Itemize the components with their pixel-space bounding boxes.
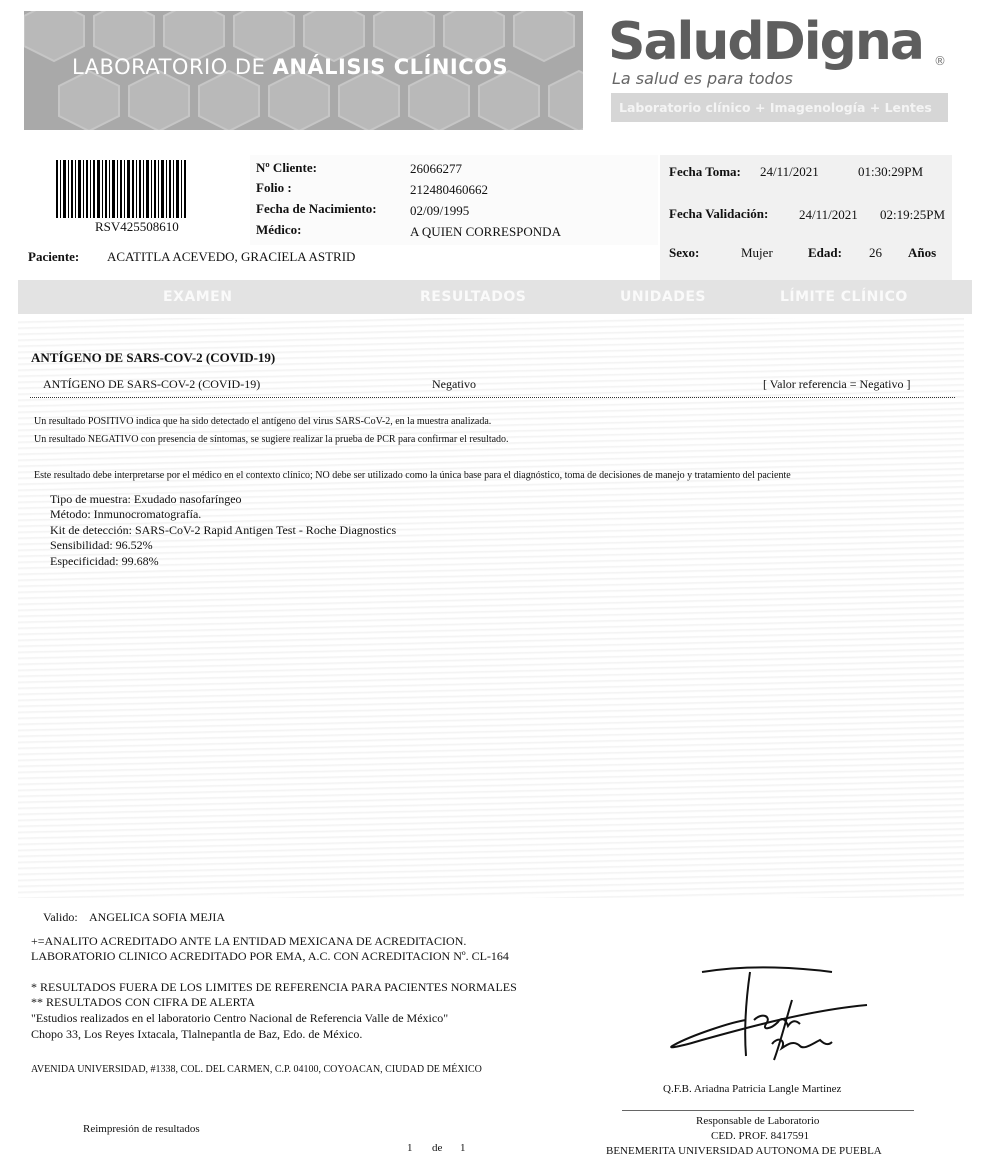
reprint-note: Reimpresión de resultados: [83, 1123, 200, 1135]
paciente-value: ACATITLA ACEVEDO, GRACIELA ASTRID: [107, 249, 356, 264]
edad-label: Edad:: [808, 245, 842, 260]
test-name: ANTÍGENO DE SARS-COV-2 (COVID-19): [43, 377, 261, 391]
disclaimer: Este resultado debe interpretarse por el médico en el contexto clínico; NO debe ser utilizado como la única base para el diagnóstico, toma de decisiones de manejo y tratamiento del paciente: [34, 470, 791, 481]
results-background: [18, 318, 964, 898]
fecha-validacion-time: 02:19:25PM: [880, 207, 946, 222]
sexo-value: Mujer: [741, 245, 773, 260]
registered-mark: ®: [934, 54, 946, 68]
legend-line-1: * RESULTADOS FUERA DE LOS LIMITES DE REFERENCIA PARA PACIENTES NORMALES: [31, 980, 517, 994]
sexo-label: Sexo:: [669, 245, 700, 260]
medico-value: A QUIEN CORRESPONDA: [410, 224, 561, 239]
accreditation-line-1: +=ANALITO ACREDITADO ANTE LA ENTIDAD MEXICANA DE ACREDITACION.: [31, 934, 467, 948]
header-limite-clinico: LÍMITE CLÍNICO: [780, 289, 908, 305]
logo-name: SaludDigna: [608, 12, 923, 72]
logo-tagline: La salud es para todos: [612, 69, 793, 88]
header-resultados: RESULTADOS: [420, 289, 527, 305]
edad-value: 26: [869, 245, 882, 260]
page-current: 1: [407, 1142, 413, 1154]
nacimiento-value: 02/09/1995: [410, 203, 470, 218]
page-total: 1: [460, 1142, 466, 1154]
fecha-toma-date: 24/11/2021: [760, 164, 819, 179]
lab-line-2: Chopo 33, Los Reyes Ixtacala, Tlalnepantla de Baz, Edo. de México.: [31, 1027, 363, 1041]
logo-services-bar: Laboratorio clínico + Imagenología + Lentes: [611, 93, 948, 122]
section-title: ANTÍGENO DE SARS-COV-2 (COVID-19): [31, 350, 276, 365]
barcode-number: RSV425508610: [95, 219, 179, 234]
detail-tipo-muestra: Tipo de muestra: Exudado nasofaríngeo: [50, 492, 242, 506]
nacimiento-label: Fecha de Nacimiento:: [256, 201, 377, 216]
detail-metodo: Método: Inmunocromatografía.: [50, 507, 202, 521]
folio-value: 212480460662: [410, 182, 488, 197]
fecha-validacion-label: Fecha Validación:: [669, 206, 769, 221]
test-result: Negativo: [432, 377, 476, 391]
header-banner: [24, 11, 583, 130]
detail-sensibilidad: Sensibilidad: 96.52%: [50, 538, 153, 552]
accreditation-line-2: LABORATORIO CLINICO ACREDITADO POR EMA, A.C. CON ACREDITACION Nº. CL-164: [31, 949, 509, 963]
note-negative: Un resultado NEGATIVO con presencia de síntomas, se sugiere realizar la prueba de PCR para confirmar el resultado.: [34, 434, 509, 445]
medico-label: Médico:: [256, 222, 302, 237]
folio-label: Folio :: [256, 180, 292, 195]
signature-icon: [662, 960, 902, 1075]
page-of: de: [432, 1142, 443, 1154]
legend-line-2: ** RESULTADOS CON CIFRA DE ALERTA: [31, 995, 255, 1009]
test-reference: [ Valor referencia = Negativo ]: [763, 377, 911, 391]
cliente-label: Nº Cliente:: [256, 160, 317, 175]
results-table-header: [18, 280, 972, 314]
signer-role: Responsable de Laboratorio: [696, 1115, 820, 1127]
fecha-validacion-date: 24/11/2021: [799, 207, 858, 222]
fecha-toma-label: Fecha Toma:: [669, 164, 741, 179]
lab-address: AVENIDA UNIVERSIDAD, #1338, COL. DEL CARMEN, C.P. 04100, COYOACAN, CIUDAD DE MÉXICO: [31, 1064, 482, 1075]
header-examen: EXAMEN: [163, 289, 233, 305]
paciente-label: Paciente:: [28, 249, 80, 264]
banner-title: LABORATORIO DE ANÁLISIS CLÍNICOS: [72, 55, 509, 79]
fecha-toma-time: 01:30:29PM: [858, 164, 924, 179]
signature-line: [622, 1110, 914, 1111]
note-positive: Un resultado POSITIVO indica que ha sido detectado el antígeno del virus SARS-CoV-2, en la muestra analizada.: [34, 416, 492, 427]
lab-line-1: "Estudios realizados en el laboratorio Centro Nacional de Referencia Valle de México": [31, 1011, 449, 1025]
valido-value: ANGELICA SOFIA MEJIA: [89, 910, 226, 924]
signer-university: BENEMERITA UNIVERSIDAD AUTONOMA DE PUEBLA: [606, 1145, 882, 1157]
dotted-divider: [30, 397, 955, 398]
valido-label: Valido:: [43, 910, 78, 924]
signer-cedula: CED. PROF. 8417591: [711, 1130, 810, 1142]
cliente-value: 26066277: [410, 161, 462, 176]
header-unidades: UNIDADES: [620, 289, 707, 305]
detail-especificidad: Especificidad: 99.68%: [50, 554, 159, 568]
signer-name: Q.F.B. Ariadna Patricia Langle Martinez: [663, 1083, 842, 1095]
detail-kit: Kit de detección: SARS-CoV-2 Rapid Antigen Test - Roche Diagnostics: [50, 523, 397, 537]
barcode-icon: [56, 160, 188, 218]
edad-unit: Años: [908, 245, 937, 260]
